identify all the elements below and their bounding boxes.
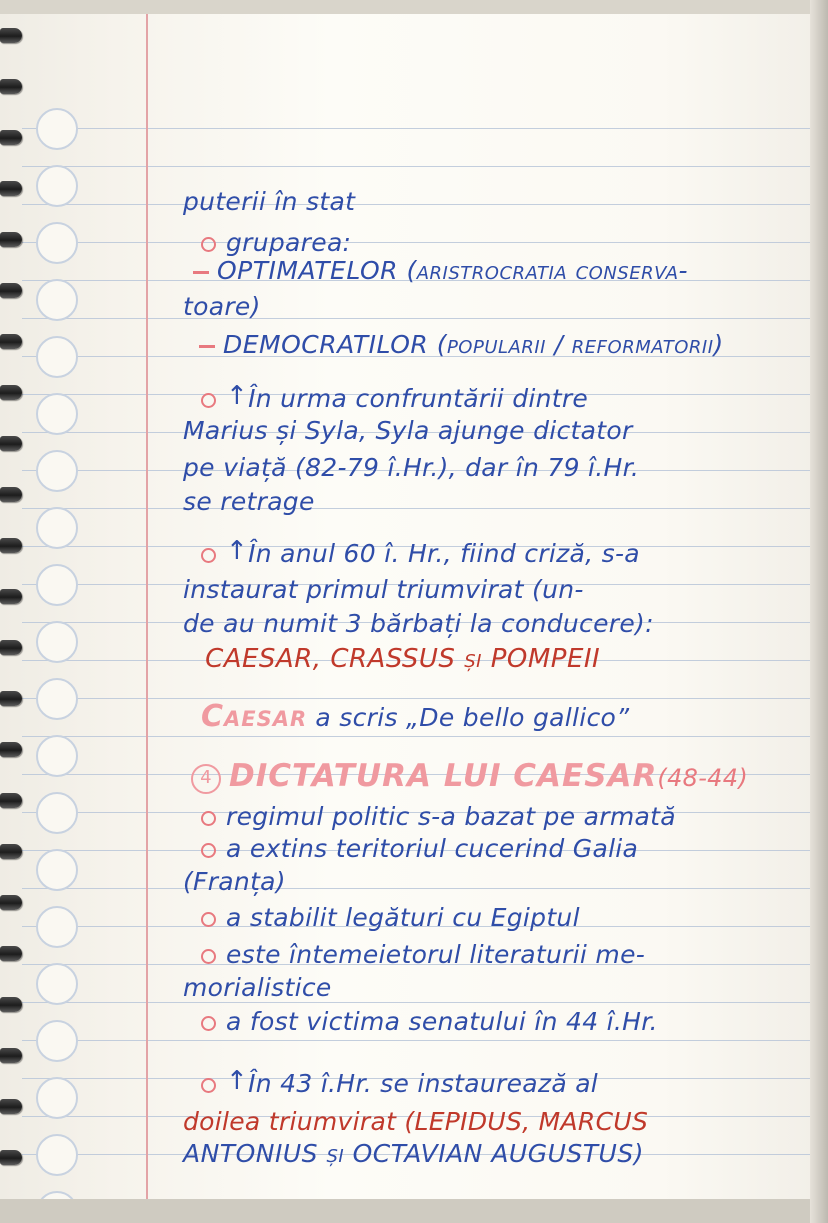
note-line: ↑În 43 î.Hr. se instaurează al <box>168 1022 828 1145</box>
section-number: 4 <box>191 764 221 794</box>
note-text: În anul 60 î. Hr., fiind criză, s-a <box>248 539 640 568</box>
note-text: DEMOCRATILOR (popularii / reformatorii) <box>223 330 724 359</box>
punch-hole <box>36 735 78 777</box>
spiral-ring <box>0 1099 22 1114</box>
note-text: puterii în stat <box>183 187 356 216</box>
section-title: DICTATURA LUI CAESAR <box>229 758 658 794</box>
page-edge-top <box>0 0 828 14</box>
note-text: În urma confruntării dintre <box>248 384 589 413</box>
punch-hole <box>36 792 78 834</box>
punch-hole <box>36 906 78 948</box>
note-line: ↑În anul 60 î. Hr., fiind criză, s-a <box>168 492 828 615</box>
spiral-ring <box>0 742 22 757</box>
punch-hole <box>36 564 78 606</box>
spiral-ring <box>0 997 22 1012</box>
note-text: OPTIMATELOR (aristrocratia conserva- <box>217 256 689 285</box>
punch-hole <box>36 279 78 321</box>
spiral-ring <box>0 895 22 910</box>
note-text: a fost victima senatului în 44 î.Hr. <box>226 1007 658 1036</box>
spiral-ring <box>0 691 22 706</box>
punch-hole <box>36 450 78 492</box>
spiral-ring <box>0 487 22 502</box>
spiral-ring <box>0 28 22 43</box>
spiral-ring <box>0 283 22 298</box>
rule-line <box>22 128 828 129</box>
note-text: ANTONIUS și OCTAVIAN AUGUSTUS) <box>183 1139 644 1168</box>
note-text: a stabilit legături cu Egiptul <box>226 903 580 932</box>
punch-hole <box>36 1077 78 1119</box>
spiral-ring <box>0 436 22 451</box>
note-text: de au numit 3 bărbați la conducere): <box>183 609 654 638</box>
spiral-ring <box>0 1150 22 1165</box>
spiral-ring <box>0 385 22 400</box>
note-text: morialistice <box>183 973 332 1002</box>
punch-hole <box>36 108 78 150</box>
spiral-binding <box>0 10 24 1210</box>
note-text: instaurat primul triumvirat (un- <box>183 575 584 604</box>
note-line: ↑În urma confruntării dintre <box>168 337 828 460</box>
caesar-highlight: Caesar <box>201 699 308 734</box>
spiral-ring <box>0 793 22 808</box>
punch-hole <box>36 1020 78 1062</box>
note-text: este întemeietorul literaturii me- <box>226 940 646 969</box>
margin-line <box>146 0 148 1223</box>
punch-hole <box>36 963 78 1005</box>
spiral-ring <box>0 640 22 655</box>
punch-hole <box>36 849 78 891</box>
punch-hole <box>36 507 78 549</box>
punch-hole <box>36 165 78 207</box>
note-text: regimul politic s-a bazat pe armată <box>226 802 676 831</box>
spiral-ring <box>0 946 22 961</box>
note-line <box>150 1092 822 1215</box>
note-text: CAESAR, CRASSUS și POMPEII <box>205 644 601 674</box>
punch-hole <box>36 393 78 435</box>
note-text: gruparea: <box>226 228 352 257</box>
note-text: pe viață (82-79 î.Hr.), dar în 79 î.Hr. <box>183 453 640 482</box>
spiral-ring <box>0 1048 22 1063</box>
punch-hole <box>36 1134 78 1176</box>
note-text: se retrage <box>183 487 315 516</box>
spiral-ring <box>0 130 22 145</box>
note-text: toare) <box>183 292 261 321</box>
section-dates: (48-44) <box>657 764 748 792</box>
punch-hole <box>36 621 78 663</box>
spiral-ring <box>0 334 22 349</box>
note-text: (Franța) <box>183 867 286 896</box>
note-text: Marius și Syla, Syla ajunge dictator <box>183 416 633 445</box>
spiral-ring <box>0 589 22 604</box>
spiral-ring <box>0 538 22 553</box>
spiral-ring <box>0 232 22 247</box>
punch-hole <box>36 336 78 378</box>
punch-hole <box>36 222 78 264</box>
spiral-ring <box>0 181 22 196</box>
note-text: a extins teritoriul cucerind Galia <box>226 834 639 863</box>
note-text: doilea triumvirat (LEPIDUS, MARCUS <box>183 1107 649 1136</box>
punch-hole <box>36 678 78 720</box>
note-text: În 43 î.Hr. se instaurează al <box>248 1069 599 1098</box>
note-text: a scris „De bello gallico” <box>307 703 630 732</box>
spiral-ring <box>0 844 22 859</box>
spiral-ring <box>0 79 22 94</box>
